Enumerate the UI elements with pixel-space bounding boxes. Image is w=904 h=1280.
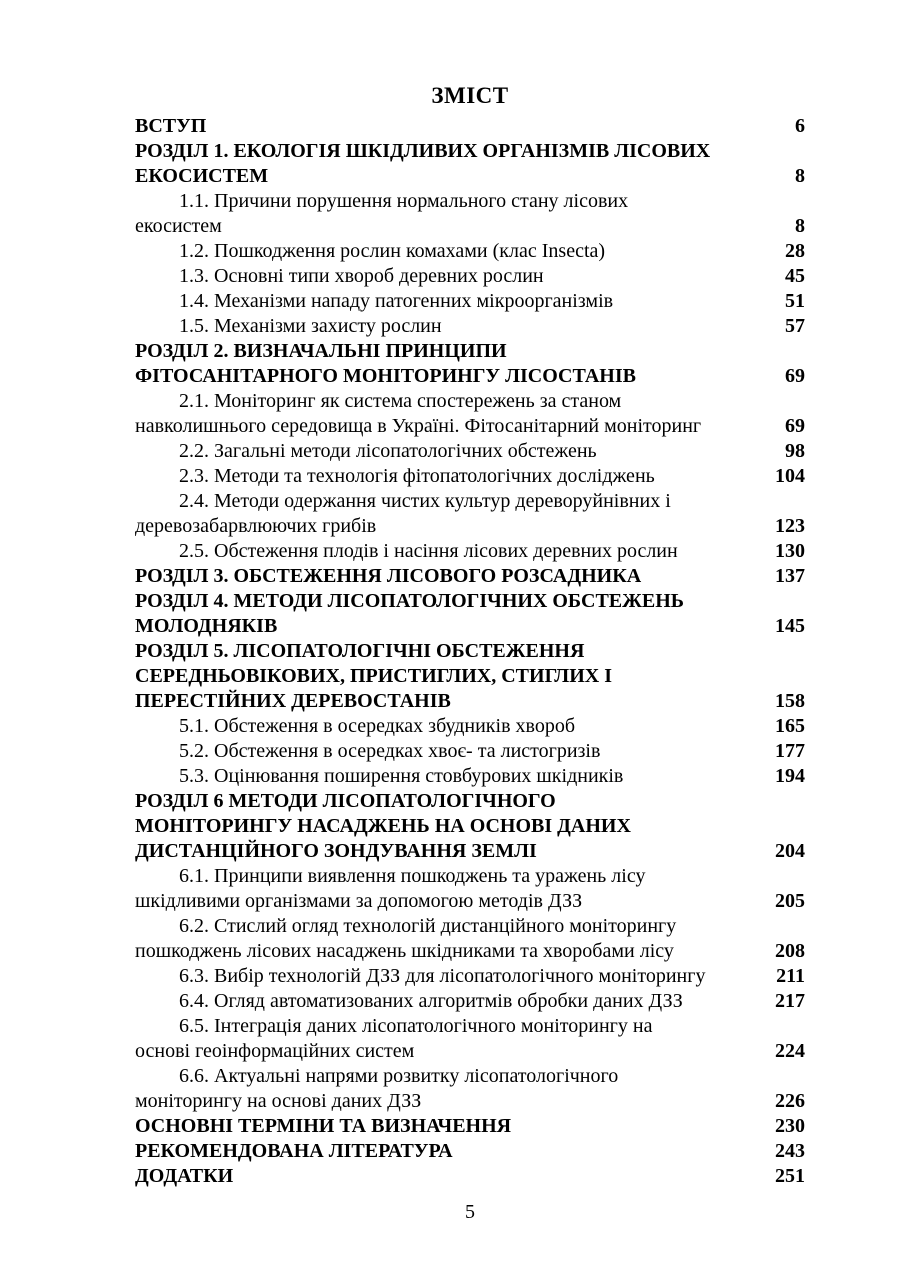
toc-entry	[135, 539, 805, 564]
toc-entry-text: ОСНОВНІ ТЕРМІНИ ТА ВИЗНАЧЕННЯ	[135, 1115, 512, 1137]
toc-entry-text: МОНІТОРИНГУ НАСАДЖЕНЬ НА ОСНОВІ ДАНИХ	[135, 815, 631, 837]
toc-entry-text: РОЗДІЛ 2. ВИЗНАЧАЛЬНІ ПРИНЦИПИ	[135, 340, 507, 362]
toc-entry	[135, 1139, 805, 1164]
toc-line	[135, 889, 805, 914]
toc-entry-page-number: 69	[785, 365, 805, 387]
toc-entry	[135, 439, 805, 464]
toc-entry-text: РОЗДІЛ 6 МЕТОДИ ЛІСОПАТОЛОГІЧНОГО	[135, 790, 556, 812]
toc-line	[135, 289, 805, 314]
toc-line	[135, 439, 805, 464]
toc-entry	[135, 989, 805, 1014]
toc-entry-page-number: 145	[775, 615, 805, 637]
toc-entry-page-number: 165	[775, 715, 805, 737]
toc-line	[135, 639, 805, 664]
toc-entry-text: 5.3. Оцінювання поширення стовбурових шкідників	[179, 765, 624, 787]
toc-line	[135, 489, 805, 514]
toc-line	[135, 589, 805, 614]
toc-entry-page-number: 158	[775, 690, 805, 712]
toc-entry	[135, 964, 805, 989]
toc-line	[135, 789, 805, 814]
toc-entry	[135, 114, 805, 139]
toc-entry-page-number: 51	[785, 290, 805, 312]
toc-line	[135, 264, 805, 289]
toc-entry-text: ДОДАТКИ	[135, 1165, 234, 1187]
toc-line	[135, 189, 805, 214]
toc-entry-page-number: 211	[776, 965, 805, 987]
toc-entry-text: ПЕРЕСТІЙНИХ ДЕРЕВОСТАНІВ	[135, 690, 451, 712]
toc-entry-page-number: 208	[775, 940, 805, 962]
table-of-contents	[135, 114, 805, 1189]
toc-entry-text: 2.4. Методи одержання чистих культур дереворуйнівних і	[179, 490, 671, 512]
toc-entry-text: 5.2. Обстеження в осередках хвоє- та листогризів	[179, 740, 601, 762]
toc-line	[135, 839, 805, 864]
toc-entry	[135, 239, 805, 264]
toc-line	[135, 1014, 805, 1039]
toc-entry	[135, 864, 805, 914]
toc-entry-text: ВСТУП	[135, 115, 207, 137]
toc-line	[135, 564, 805, 589]
toc-entry	[135, 714, 805, 739]
toc-line	[135, 114, 805, 139]
toc-line	[135, 214, 805, 239]
toc-line	[135, 339, 805, 364]
toc-line	[135, 964, 805, 989]
toc-entry	[135, 914, 805, 964]
toc-line	[135, 614, 805, 639]
toc-entry	[135, 564, 805, 589]
toc-entry-text: РОЗДІЛ 5. ЛІСОПАТОЛОГІЧНІ ОБСТЕЖЕННЯ	[135, 640, 585, 662]
toc-line	[135, 364, 805, 389]
toc-entry	[135, 189, 805, 239]
toc-line	[135, 864, 805, 889]
toc-entry-page-number: 137	[775, 565, 805, 587]
toc-entry-text: 6.2. Стислий огляд технологій дистанційного моніторингу	[179, 915, 677, 937]
toc-entry-page-number: 177	[775, 740, 805, 762]
page-number-footer: 5	[465, 1201, 475, 1223]
toc-entry-text: 5.1. Обстеження в осередках збудників хвороб	[179, 715, 576, 737]
toc-entry	[135, 1114, 805, 1139]
toc-entry-text: МОЛОДНЯКІВ	[135, 615, 278, 637]
toc-entry-text: 2.3. Методи та технологія фітопатологічних досліджень	[179, 465, 655, 487]
toc-entry-text: 1.4. Механізми нападу патогенних мікроорганізмів	[179, 290, 614, 312]
toc-line	[135, 739, 805, 764]
toc-entry-page-number: 104	[775, 465, 805, 487]
toc-entry-page-number: 251	[775, 1165, 805, 1187]
toc-entry	[135, 314, 805, 339]
page-title: ЗМІСТ	[431, 83, 509, 108]
toc-entry-text: 2.5. Обстеження плодів і насіння лісових деревних рослин	[179, 540, 678, 562]
toc-entry-text: екосистем	[135, 215, 222, 237]
toc-entry	[135, 589, 805, 639]
toc-entry-page-number: 205	[775, 890, 805, 912]
toc-entry-text: 1.5. Механізми захисту рослин	[179, 315, 442, 337]
toc-entry-page-number: 204	[775, 840, 805, 862]
toc-line	[135, 714, 805, 739]
toc-entry-text: навколишнього середовища в Україні. Фітосанітарний моніторинг	[135, 415, 702, 437]
toc-entry-text: 2.2. Загальні методи лісопатологічних обстежень	[179, 440, 597, 462]
toc-entry-text: 2.1. Моніторинг як система спостережень за станом	[179, 390, 622, 412]
toc-line	[135, 664, 805, 689]
toc-line	[135, 989, 805, 1014]
toc-line	[135, 814, 805, 839]
toc-entry-page-number: 230	[775, 1115, 805, 1137]
toc-entry	[135, 789, 805, 864]
toc-line	[135, 1039, 805, 1064]
toc-entry-text: ЕКОСИСТЕМ	[135, 165, 269, 187]
toc-entry-text: РЕКОМЕНДОВАНА ЛІТЕРАТУРА	[135, 1140, 453, 1162]
toc-entry-page-number: 194	[775, 765, 805, 787]
toc-entry-text: 1.2. Пошкодження рослин комахами (клас Insecta)	[179, 240, 606, 262]
toc-line	[135, 239, 805, 264]
toc-entry-page-number: 6	[795, 115, 805, 137]
toc-line	[135, 764, 805, 789]
toc-line	[135, 539, 805, 564]
toc-entry	[135, 1064, 805, 1114]
toc-entry-page-number: 45	[785, 265, 805, 287]
toc-entry-text: СЕРЕДНЬОВІКОВИХ, ПРИСТИГЛИХ, СТИГЛИХ І	[135, 665, 612, 687]
toc-entry	[135, 339, 805, 389]
toc-entry-text: РОЗДІЛ 3. ОБСТЕЖЕННЯ ЛІСОВОГО РОЗСАДНИКА	[135, 565, 642, 587]
toc-entry-text: деревозабарвлюючих грибів	[135, 515, 377, 537]
toc-line	[135, 314, 805, 339]
toc-entry-text: ДИСТАНЦІЙНОГО ЗОНДУВАННЯ ЗЕМЛІ	[135, 840, 537, 862]
toc-entry-text: ФІТОСАНІТАРНОГО МОНІТОРИНГУ ЛІСОСТАНІВ	[135, 365, 636, 387]
toc-entry-text: 1.1. Причини порушення нормального стану лісових	[179, 190, 629, 212]
toc-entry-page-number: 57	[785, 315, 805, 337]
toc-entry-page-number: 8	[795, 215, 805, 237]
toc-entry-text: 1.3. Основні типи хвороб деревних рослин	[179, 265, 544, 287]
toc-entry-page-number: 226	[775, 1090, 805, 1112]
toc-line	[135, 939, 805, 964]
toc-line	[135, 1064, 805, 1089]
toc-entry-page-number: 69	[785, 415, 805, 437]
toc-entry	[135, 389, 805, 439]
toc-entry-text: пошкоджень лісових насаджень шкідниками та хворобами лісу	[135, 940, 674, 962]
toc-entry-text: РОЗДІЛ 4. МЕТОДИ ЛІСОПАТОЛОГІЧНИХ ОБСТЕЖЕНЬ	[135, 590, 685, 612]
toc-entry-text: 6.5. Інтеграція даних лісопатологічного моніторингу на	[179, 1015, 653, 1037]
toc-entry-page-number: 243	[775, 1140, 805, 1162]
toc-entry-text: 6.3. Вибір технологій ДЗЗ для лісопатологічного моніторингу	[179, 965, 706, 987]
toc-entry	[135, 764, 805, 789]
toc-entry-text: РОЗДІЛ 1. ЕКОЛОГІЯ ШКІДЛИВИХ ОРГАНІЗМІВ ЛІСОВИХ	[135, 140, 711, 162]
toc-line	[135, 1139, 805, 1164]
toc-entry	[135, 739, 805, 764]
toc-line	[135, 389, 805, 414]
toc-entry	[135, 1014, 805, 1064]
toc-entry	[135, 489, 805, 539]
toc-entry-text: 6.1. Принципи виявлення пошкоджень та уражень лісу	[179, 865, 646, 887]
toc-line	[135, 1089, 805, 1114]
toc-line	[135, 689, 805, 714]
toc-line	[135, 414, 805, 439]
toc-entry-page-number: 28	[785, 240, 805, 262]
toc-line	[135, 164, 805, 189]
toc-line	[135, 914, 805, 939]
toc-entry-page-number: 217	[775, 990, 805, 1012]
toc-entry-text: 6.6. Актуальні напрями розвитку лісопатологічного	[179, 1065, 619, 1087]
toc-entry	[135, 1164, 805, 1189]
toc-line	[135, 514, 805, 539]
toc-line	[135, 464, 805, 489]
toc-entry-text: шкідливими організмами за допомогою методів ДЗЗ	[135, 890, 583, 912]
toc-entry-text: моніторингу на основі даних ДЗЗ	[135, 1090, 422, 1112]
toc-entry-page-number: 130	[775, 540, 805, 562]
toc-entry-page-number: 123	[775, 515, 805, 537]
toc-entry	[135, 639, 805, 714]
toc-entry-text: основі геоінформаційних систем	[135, 1040, 415, 1062]
toc-entry	[135, 464, 805, 489]
toc-entry-text: 6.4. Огляд автоматизованих алгоритмів обробки даних ДЗЗ	[179, 990, 683, 1012]
toc-entry	[135, 264, 805, 289]
toc-line	[135, 1164, 805, 1189]
toc-entry-page-number: 98	[785, 440, 805, 462]
toc-line	[135, 139, 805, 164]
toc-line	[135, 1114, 805, 1139]
toc-entry	[135, 289, 805, 314]
toc-entry-page-number: 224	[775, 1040, 805, 1062]
toc-entry-page-number: 8	[795, 165, 805, 187]
toc-entry	[135, 139, 805, 189]
